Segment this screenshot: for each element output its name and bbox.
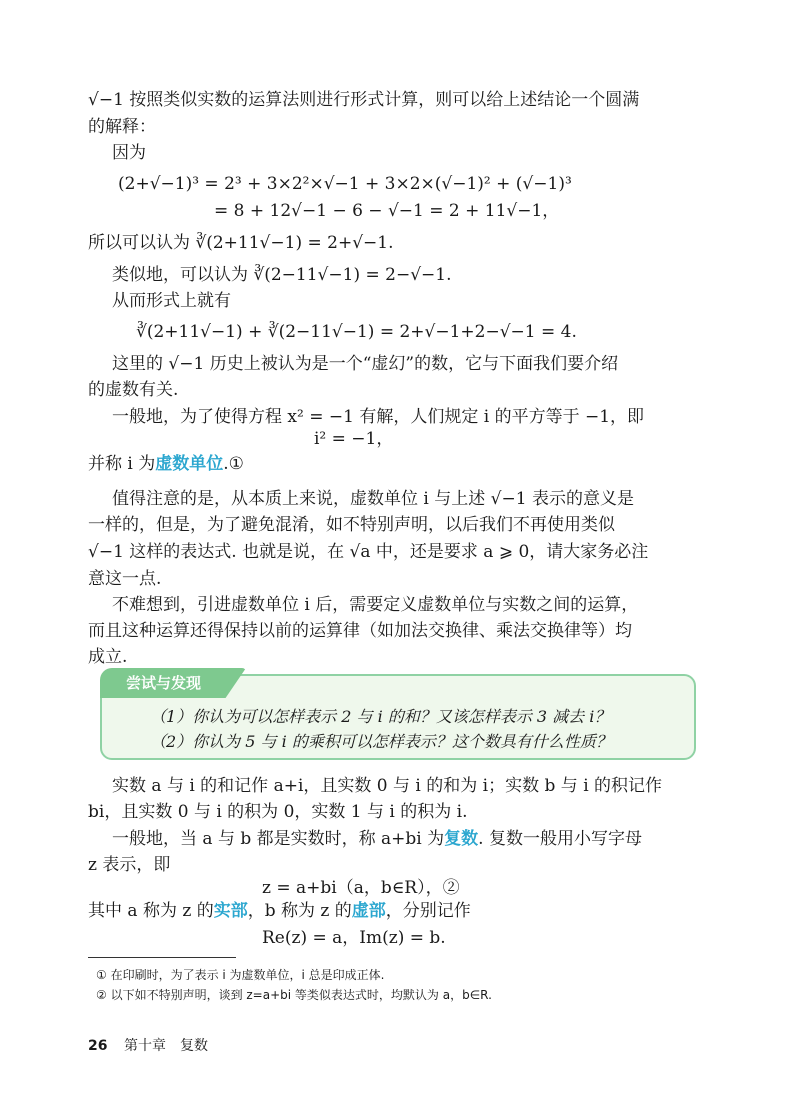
text-run: ，分别记作: [385, 901, 471, 921]
paragraph-line: 实数 a 与 i 的和记作 a+i，且实数 0 与 i 的和为 i；实数 b 与 i 的积记作: [112, 776, 663, 796]
paragraph-line: 意这一点.: [88, 569, 162, 589]
text-run: ，b 称为 z 的: [247, 901, 352, 921]
paragraph-line: 所以可以认为 ∛(2+11√−1) = 2+√−1.: [88, 233, 394, 253]
equation: (2+√−1)³ = 2³ + 3×2²×√−1 + 3×2×(√−1)² + (√−1)³: [118, 174, 572, 194]
equation: = 8 + 12√−1 − 6 − √−1 = 2 + 11√−1，: [214, 201, 560, 221]
paragraph-line: 类似地，可以认为 ∛(2−11√−1) = 2−√−1.: [112, 265, 452, 285]
paragraph-line: z 表示，即: [88, 855, 171, 875]
text-run: . 复数一般用小写字母: [478, 829, 642, 849]
term-real-part: 实部: [213, 901, 248, 921]
equation: i² = −1，: [314, 429, 394, 449]
chapter-title: 第十章 复数: [124, 1038, 208, 1054]
equation: Re(z) = a，Im(z) = b.: [262, 928, 446, 948]
paragraph-line: 从而形式上就有: [112, 291, 231, 311]
paragraph-line: 的解释：: [88, 117, 156, 137]
paragraph-line: bi，且实数 0 与 i 的积为 0，实数 1 与 i 的积为 i.: [88, 802, 468, 822]
footnote-divider: [88, 957, 236, 958]
paragraph-line: 的虚数有关.: [88, 380, 179, 400]
paragraph-line: [112, 827, 642, 851]
text-run: 其中 a 称为 z 的: [88, 901, 214, 921]
page-number: 26: [88, 1038, 108, 1054]
footnote-2: ② 以下如不特别声明，谈到 z=a+bi 等类似表达式时，均默认为 a，b∈R.: [96, 988, 492, 1002]
paragraph-line: 值得注意的是，从本质上来说，虚数单位 i 与上述 √−1 表示的意义是: [112, 489, 634, 509]
paragraph-line: 因为: [112, 143, 146, 163]
footnote-1: ① 在印刷时，为了表示 i 为虚数单位，i 总是印成正体.: [96, 968, 385, 982]
paragraph-line: [88, 899, 471, 923]
paragraph-line: √−1 按照类似实数的运算法则进行形式计算，则可以给上述结论一个圆满: [88, 90, 640, 110]
paragraph-line: 不难想到，引进虚数单位 i 后，需要定义虚数单位与实数之间的运算，: [112, 595, 639, 615]
term-imaginary-unit: 虚数单位: [155, 454, 224, 474]
box-question-1: （1）你认为可以怎样表示 2 与 i 的和？又该怎样表示 3 减去 i？: [150, 707, 611, 726]
equation: z = a+bi（a，b∈R），②: [262, 878, 460, 898]
term-imaginary-part: 虚部: [351, 901, 386, 921]
paragraph-line: √−1 这样的表达式. 也就是说，在 √a 中，还是要求 a ⩾ 0，请大家务必注: [88, 542, 649, 562]
equation: ∛(2+11√−1) + ∛(2−11√−1) = 2+√−1+2−√−1 = 4.: [136, 322, 577, 342]
text-run: .①: [223, 454, 244, 474]
paragraph-line: 这里的 √−1 历史上被认为是一个“虚幻”的数，它与下面我们要介绍: [112, 354, 619, 374]
paragraph-line: 而且这种运算还得保持以前的运算律（如加法交换律、乘法交换律等）均: [88, 621, 632, 641]
paragraph-line: 成立.: [88, 647, 128, 667]
term-complex-number: 复数: [444, 829, 479, 849]
paragraph-line: 一般地，为了使得方程 x² = −1 有解，人们规定 i 的平方等于 −1，即: [112, 407, 645, 427]
text-run: 一般地，当 a 与 b 都是实数时，称 a+bi 为: [112, 829, 445, 849]
box-question-2: （2）你认为 5 与 i 的乘积可以怎样表示？这个数具有什么性质？: [150, 732, 612, 751]
box-title: 尝试与发现: [126, 674, 202, 692]
paragraph-line: 一样的，但是，为了避免混淆，如不特别声明，以后我们不再使用类似: [88, 515, 615, 535]
paragraph-line: [88, 452, 244, 476]
text-run: 并称 i 为: [88, 454, 156, 474]
